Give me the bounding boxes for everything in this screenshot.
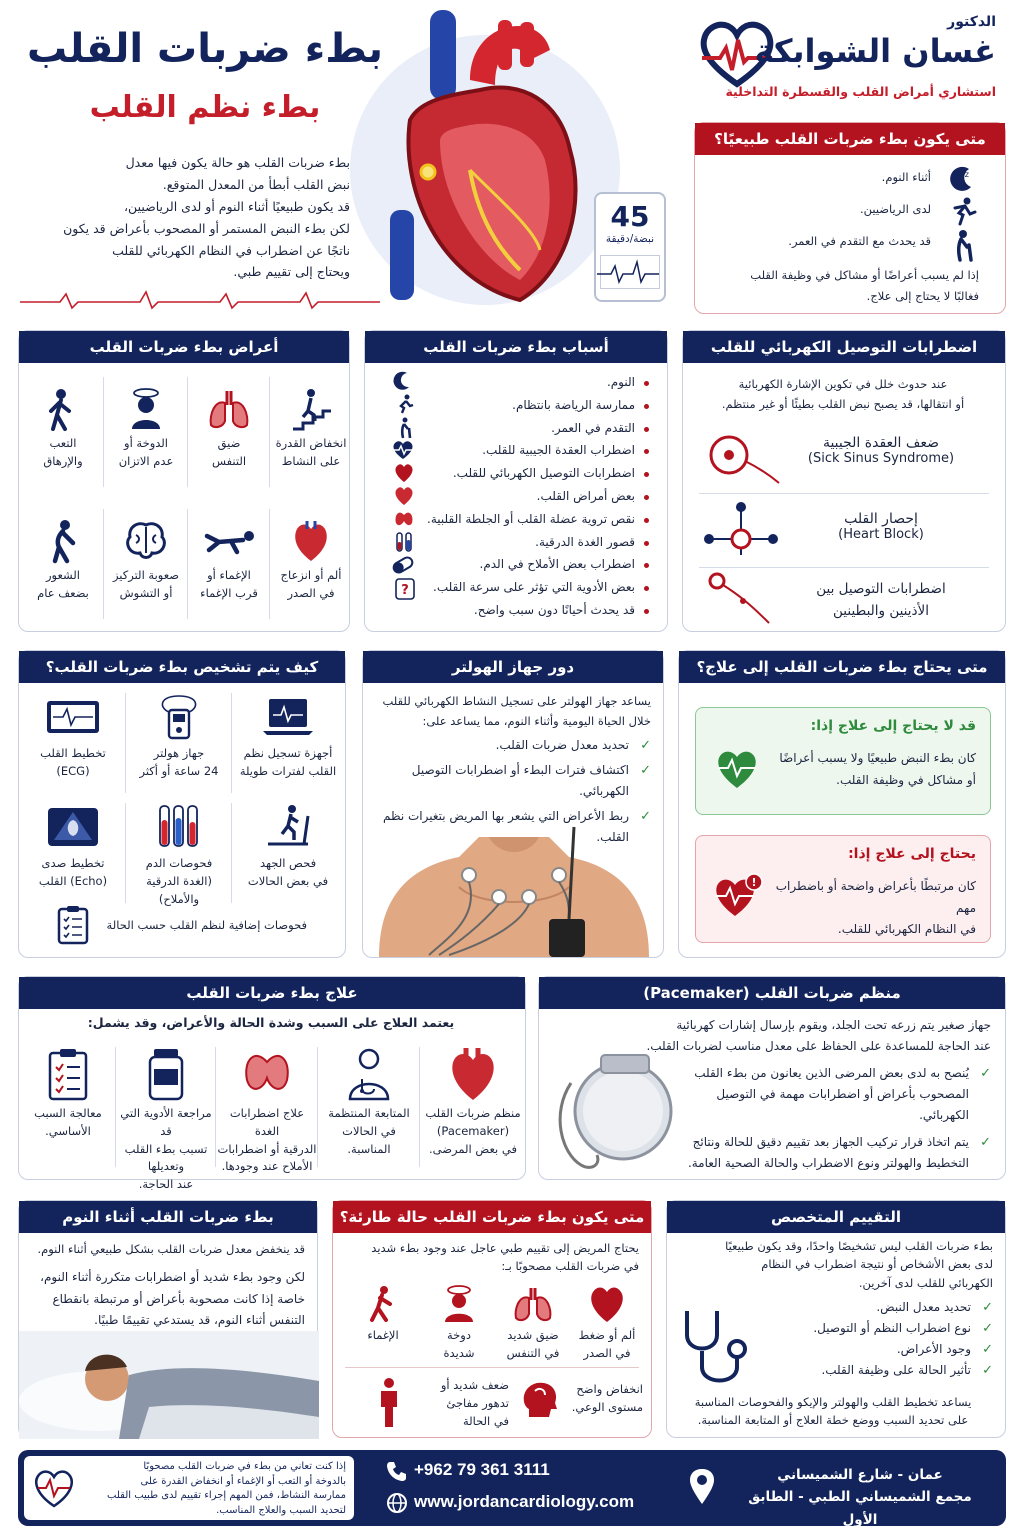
- sleep-p2: لكن وجود بطء شديد أو اضطرابات متكررة أثناء النوم، خاصة إذا كانت مصحوبة بأعراض أو مرتبطة بانقطاع التنفس أثناء النوم، قد يستدعي تقييمًا طبيًا.: [40, 1270, 305, 1328]
- diagnosis-item: تخطيط صدى (Echo) القلب: [21, 799, 125, 891]
- fatigue-icon: [23, 383, 103, 435]
- holter-intro: يساعد جهاز الهولتر على تسجيل النشاط الكهربائي للقلب خلال الحياة اليومية وأثناء النوم، مما يساعد على:: [382, 694, 651, 729]
- emergency-card: [332, 1200, 652, 1438]
- cause-item: قصور الغدة الدرقية.: [411, 531, 651, 554]
- question-icon: [387, 578, 415, 601]
- emergency-item: ضعف شديد أو تدهور مفاجئ في الحالة: [440, 1378, 509, 1428]
- cause-item: بعض الأدوية التي تؤثر على سرعة القلب.: [411, 576, 651, 599]
- conduction-item: اضطرابات التوصيل بين الأذينين والبطينين: [816, 581, 946, 619]
- head-unconscious-icon: [517, 1379, 561, 1423]
- sleep-card: [18, 1200, 318, 1438]
- causes-title: أسباب بطء ضربات القلب: [365, 331, 667, 363]
- laptop-ecg-icon: [233, 689, 343, 745]
- normal-when-title: متى يكون بطء ضربات القلب طبيعيًا؟: [695, 123, 1005, 155]
- sleep-p1: قد ينخفض معدل ضربات القلب بشكل طبيعي أثناء النوم.: [37, 1242, 305, 1256]
- sleeping-man-illustration: [19, 1331, 319, 1439]
- test-tubes-icon: [387, 532, 415, 555]
- moon-icon: [943, 165, 977, 193]
- sub-title: بطء نظم القلب: [89, 90, 321, 125]
- footer-phone[interactable]: +962 79 361 3111: [414, 1460, 550, 1479]
- emergency-item: الإغماء: [347, 1281, 419, 1345]
- footer-note: إذا كنت تعاني من بطء في ضربات القلب مصحوبًا بالدوخة أو التعب أو الإغماء أو انخفاض القدرة على ممارسة النشاط، فمن المهم إجراء تقييم لدى طبيب القلب لتحديد السبب والعلاج المناسب.: [107, 1461, 346, 1516]
- diagnosis-item: أجهزة تسجيل نظم القلب لفترات طويلة: [233, 689, 343, 781]
- thyroid-icon: [387, 509, 415, 532]
- conduction-title: اضطرابات التوصيل الكهربائي للقلب: [683, 331, 1005, 363]
- evaluation-title: التقييم المتخصص: [667, 1201, 1005, 1233]
- echo-ultrasound-icon: [21, 799, 125, 855]
- causes-icon-column: [387, 371, 415, 601]
- stethoscope-icon: [677, 1305, 757, 1391]
- heart-icon: [387, 463, 415, 486]
- diagnosis-title: كيف يتم تشخيص بطء ضربات القلب؟: [19, 651, 345, 683]
- thyroid-icon: [217, 1043, 317, 1105]
- runner-icon: [947, 197, 977, 225]
- no-treatment-text: كان بطء النبض طبيعيًا ولا يسبب أعراضًا أو مشاكل في وظيفة القلب.: [779, 751, 976, 787]
- diagnosis-item: جهاز هولتر 24 ساعة أو أكثر: [127, 689, 231, 781]
- lungs-icon: [189, 383, 269, 435]
- conduction-item: إحصار القلب (Heart Block): [838, 511, 924, 542]
- pill-icon: [387, 555, 415, 578]
- cause-item: النوم.: [411, 371, 651, 394]
- pacemaker-item: ✓ يتم اتخاذ قرار تركيب الجهاز بعد تقييم دقيق للحالة ونتائج التخطيط والهولتر ونوع الاضطراب والحالة الصحية العامة.: [671, 1132, 991, 1174]
- pacemaker-device-icon: [551, 1043, 679, 1171]
- diagnosis-item: فحص الجهد في بعض الحالات: [233, 799, 343, 891]
- holter-patient-illustration: [369, 827, 659, 957]
- heart-rate-unit: نبضة/دقيقة: [605, 233, 655, 245]
- heart-icon: [271, 515, 351, 567]
- footer-note-box: [24, 1456, 354, 1520]
- diagnosis-card: [18, 650, 346, 958]
- checklist-icon: [53, 905, 89, 945]
- globe-icon: [384, 1492, 408, 1516]
- diagnosis-item: فحوصات الدم (الغدة الدرقية والأملاح): [127, 799, 231, 908]
- pacemaker-list: [671, 1063, 991, 1178]
- normal-item: أثناء النوم.: [881, 170, 931, 184]
- needs-treatment-box: [695, 835, 991, 943]
- holter-title: دور جهاز الهولتر: [363, 651, 663, 683]
- emergency-item: انخفاض واضح مستوى الوعي.: [571, 1382, 643, 1414]
- needs-treatment-title: يحتاج إلى علاج إذا:: [848, 846, 976, 862]
- normal-item: قد يحدث مع التقدم في العمر.: [788, 234, 931, 248]
- emergency-item: ألم أو ضغط في الصدر: [569, 1281, 645, 1363]
- treatment-intro: يعتمد العلاج على السبب وشدة الحالة والأعراض، وقد يشمل:: [87, 1015, 455, 1030]
- symptom-item: الدوخة أو عدم الاتزان: [105, 383, 187, 471]
- normal-item: لدى الرياضيين.: [859, 202, 931, 216]
- evaluation-item: ✓ تحديد معدل النبض.: [783, 1297, 993, 1318]
- evaluation-intro: بطء ضربات القلب ليس تشخيصًا واحدًا، وقد يكون طبيعيًا لدى بعض الأشخاص أو نتيجة اضطراب في النظام الكهربائي للقلب لدى آخرين.: [725, 1239, 993, 1290]
- footer-bar: [18, 1450, 1006, 1526]
- evaluation-card: [666, 1200, 1006, 1438]
- svg-text:!: !: [751, 876, 757, 889]
- elderly-icon: [387, 417, 415, 440]
- emergency-title: متى يكون بطء ضربات القلب حالة طارئة؟: [333, 1201, 651, 1233]
- emergency-intro: يحتاج المريض إلى تقييم طبي عاجل عند وجود بطء شديد في ضربات القلب مصحوبًا بـ:: [371, 1241, 639, 1274]
- heart-anatomy-illustration: [370, 0, 600, 320]
- no-treatment-title: قد لا يحتاج إلى علاج إذا:: [810, 718, 976, 734]
- stairs-icon: [271, 383, 351, 435]
- runner-icon: [387, 394, 415, 417]
- brain-icon: [105, 515, 187, 567]
- doctor-title: الدكتور: [947, 14, 996, 30]
- heart-pain-icon: [569, 1281, 645, 1327]
- treatment-need-title: متى يحتاج بطء ضربات القلب إلى علاج؟: [679, 651, 1005, 683]
- causes-card: [364, 330, 668, 632]
- heart-rate-value: 45: [610, 200, 650, 233]
- heart-rate-monitor: [594, 192, 666, 302]
- monitor-ecg-icon: [600, 255, 660, 289]
- green-heart-icon: [712, 748, 760, 792]
- treatment-title: علاج بطء ضربات القلب: [19, 977, 525, 1009]
- cause-item: نقص تروية عضلة القلب أو الجلطة القلبية.: [411, 508, 651, 531]
- conduction-item: ضعف العقدة الجيبية (Sick Sinus Syndrome): [807, 435, 955, 466]
- ecg-monitor-icon: [21, 689, 125, 745]
- moon-icon: [387, 371, 415, 394]
- symptom-item: ألم أو انزعاج في الصدر: [271, 515, 351, 603]
- cause-item: التقدم في العمر.: [411, 417, 651, 440]
- heart-rate-icon: [387, 440, 415, 463]
- treatment-item: منظم ضربات القلب (Pacemaker) في بعض المرضى.: [421, 1043, 525, 1158]
- dizzy-icon: [423, 1281, 495, 1327]
- cause-item: بعض أمراض القلب.: [411, 485, 651, 508]
- doctor-icon: [319, 1043, 419, 1105]
- av-conduction-icon: [703, 571, 783, 627]
- pacemaker-intro: جهاز صغير يتم زرعه تحت الجلد، ويقوم بإرسال إشارات كهربائية عند الحاجة للمساعدة على الحفاظ على معدل مناسب لضربات القلب.: [646, 1018, 991, 1053]
- standing-person-icon: [371, 1377, 405, 1429]
- intro-text: بطء ضربات القلب هو حالة يكون فيها معدل نبض القلب أبطأ من المعدل المتوقع. قد يكون طبيعيًا أثناء النوم أو لدى الرياضيين، لكن بطء النبض المستمر أو المصحوب بأعراض قد يكون ناتجًا عن اضطراب في النظام الكهربائي للقلب ويحتاج إلى تقييم طبي.: [63, 155, 350, 280]
- footer-address: عمان - شارع الشميساني مجمع الشميساني الطبي - الطابق الأول: [748, 1467, 972, 1528]
- evaluation-item: ✓ وجود الأعراض.: [783, 1339, 993, 1360]
- evaluation-item: ✓ تأثير الحالة على وظيفة القلب.: [783, 1360, 993, 1381]
- sinus-node-icon: [701, 427, 781, 487]
- holter-device-icon: [127, 689, 231, 745]
- collapse-icon: [347, 1281, 419, 1327]
- phone-icon: [384, 1460, 408, 1484]
- evaluation-outro: يساعد تخطيط القلب والهولتر والإيكو والفحوصات المناسبة على تحديد السبب ووضع خطة العلاج أو المتابعة المناسبة.: [694, 1395, 972, 1428]
- evaluation-list: [783, 1297, 993, 1381]
- cause-item: ممارسة الرياضة بانتظام.: [411, 394, 651, 417]
- normal-when-card: [694, 122, 1006, 314]
- doctor-name: غسان الشوابكة: [754, 32, 996, 70]
- fainting-icon: [189, 515, 269, 567]
- emergency-item: ضيق شديد في التنفس: [497, 1281, 569, 1363]
- heart-block-icon: [701, 501, 781, 561]
- treatment-card: [18, 976, 526, 1192]
- conduction-intro: عند حدوث خلل في تكوين الإشارة الكهربائية أو انتقالها، قد يصبح نبض القلب بطيئًا أو غير منتظم.: [721, 377, 965, 411]
- symptoms-title: أعراض بطء ضربات القلب: [19, 331, 349, 363]
- treatment-need-card: [678, 650, 1006, 958]
- symptom-item: الإغماء أو قرب الإغماء: [189, 515, 269, 603]
- medicine-bottle-icon: [117, 1043, 215, 1105]
- symptoms-card: [18, 330, 350, 632]
- treadmill-icon: [233, 799, 343, 855]
- dizzy-icon: [105, 383, 187, 435]
- treatment-item: المتابعة المنتظمة في الحالات المناسبة.: [319, 1043, 419, 1158]
- footer-website[interactable]: www.jordancardiology.com: [414, 1492, 635, 1511]
- blood-tubes-icon: [127, 799, 231, 855]
- heart-outline-icon: [32, 1468, 76, 1508]
- treatment-item: معالجة السبب الأساسي.: [21, 1043, 115, 1141]
- holter-card: [362, 650, 664, 958]
- cause-item: اضطراب العقدة الجيبية للقلب.: [411, 439, 651, 462]
- pacemaker-card: [538, 976, 1006, 1180]
- normal-note: إذا لم يسبب أعراضًا أو مشاكل في وظيفة القلب فغالبًا لا يحتاج إلى علاج.: [750, 268, 979, 303]
- cause-item: قد يحدث أحيانًا دون سبب واضح.: [411, 599, 651, 622]
- pacemaker-title: منظم ضربات القلب (Pacemaker): [539, 977, 1005, 1009]
- main-title: بطء ضربات القلب: [26, 26, 384, 72]
- evaluation-item: ✓ نوع اضطراب النظم أو التوصيل.: [783, 1318, 993, 1339]
- location-pin-icon: [688, 1468, 716, 1508]
- no-treatment-box: [695, 707, 991, 815]
- symptom-item: التعب والإرهاق: [23, 383, 103, 471]
- symptom-item: الشعور بضعف عام: [23, 515, 103, 603]
- needs-treatment-text: كان مرتبطًا بأعراض واضحة أو باضطراب مهم في النظام الكهربائي للقلب.: [775, 879, 976, 937]
- symptom-item: ضيق التنفس: [189, 383, 269, 471]
- conduction-card: [682, 330, 1006, 632]
- causes-list: [411, 371, 651, 622]
- diagnosis-item: تخطيط القلب (ECG): [21, 689, 125, 781]
- pacemaker-item: ✓ يُنصح به لدى بعض المرضى الذين يعانون من بطء القلب المصحوب بأعراض أو اضطرابات مهمة في التوصيل الكهربائي.: [671, 1063, 991, 1126]
- symptom-item: صعوبة التركيز أو التشوش: [105, 515, 187, 603]
- symptom-item: انخفاض القدرة على النشاط: [271, 383, 351, 471]
- lungs-icon: [497, 1281, 569, 1327]
- checklist-icon: [21, 1043, 115, 1105]
- holter-item: ✓ اكتشاف فترات البطء أو اضطرابات التوصيل الكهربائي.: [381, 760, 651, 802]
- treatment-item: علاج اضطرابات الغدة الدرقية أو اضطرابات الأملاح عند وجودها.: [217, 1043, 317, 1176]
- svg-text:z: z: [964, 170, 969, 179]
- diagnosis-extra: فحوصات إضافية لنظم القلب حسب الحالة: [106, 918, 307, 932]
- svg-text:?: ?: [401, 583, 409, 598]
- holter-item: ✓ ربط الأعراض التي يشعر بها المريض بتغيرات نظم القلب.: [381, 806, 651, 848]
- emergency-item: دوخة شديدة: [423, 1281, 495, 1363]
- holter-item: ✓ تحديد معدل ضربات القلب.: [381, 735, 651, 756]
- heart-icon: [421, 1043, 525, 1105]
- treatment-item: مراجعة الأدوية التي قد تسبب بطء القلب وتعديلها عند الحاجة.: [117, 1043, 215, 1194]
- ecg-line-icon: [20, 290, 380, 310]
- weak-person-icon: [23, 515, 103, 567]
- cause-item: اضطرابات التوصيل الكهربائي للقلب.: [411, 462, 651, 485]
- red-heart-alert-icon: [712, 872, 764, 920]
- cause-item: اضطراب بعض الأملاح في الدم.: [411, 553, 651, 576]
- elderly-icon: [947, 229, 977, 261]
- doctor-role: استشاري أمراض القلب والقسطرة التداخلية: [725, 84, 996, 99]
- sleep-title: بطء ضربات القلب أثناء النوم: [19, 1201, 317, 1233]
- heart-icon: [387, 486, 415, 509]
